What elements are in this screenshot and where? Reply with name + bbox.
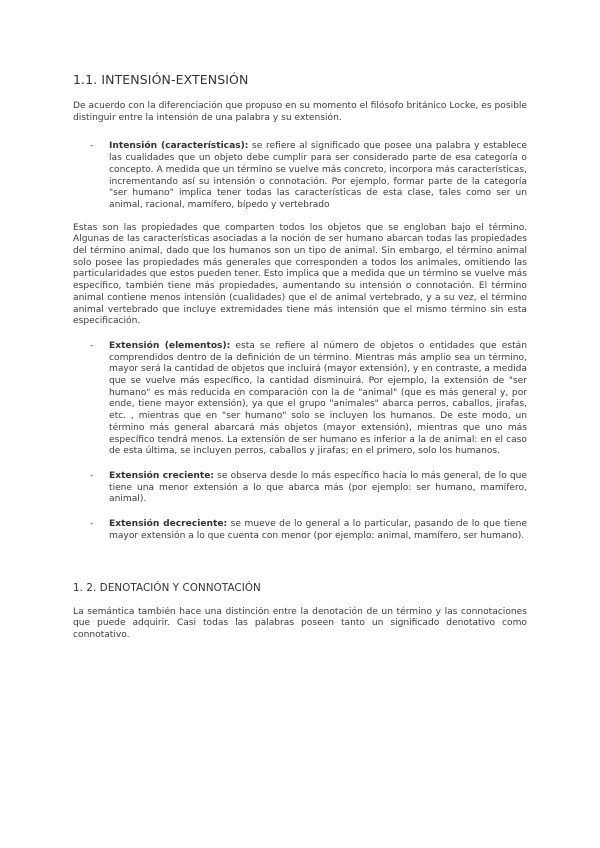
section-title: 1.1. INTENSIÓN-EXTENSIÓN — [73, 72, 249, 87]
section-title-denotacion: 1. 2. DENOTACIÓN Y CONNOTACIÓN — [73, 581, 261, 594]
list-item-extension — [73, 341, 527, 458]
creciente-text — [109, 471, 527, 506]
extension-text — [109, 341, 527, 458]
intension-list — [73, 141, 527, 211]
intension-definition: se refiere al significado que posee una palabra y establece las cualidades que un objeto debe cumplir para ser considerado parte de esa categoría o concepto. A medida que un término se vuelve más concreto, incorpora más características, incrementando así su intensión o connotación. Por ejemplo, formar parte de la categoría "ser humano" implica tener todas las características de esta clase, tales como ser un animal, racional, mamífero, bípedo y vertebrado — [109, 141, 527, 210]
bullet-dash: - — [90, 340, 94, 351]
decreciente-text — [109, 519, 527, 542]
extension-list — [73, 341, 527, 543]
extension-definition: esta se refiere al número de objetos o entidades que están comprendidos dentro de la definición de un término. Mientras más amplio sea un término, mayor será la cantidad de objetos que incluirá (mayor extensión), y en contraste, a medida que se vuelve más específico, la cantidad disminuirá. Por ejemplo, la extensión de "ser humano" es más reducida en comparación con la de "animal" (que es más general y, por ende, tiene mayor extensión), ya que el grupo "animales" abarca perros, caballos, jirafas, etc. , mientras que en "ser humano" solo se incluyen los humanos. De este modo, un término más general abarcará más objetos (mayor extensión), mientras que uno más específico tendrá menos. La extensión de ser humano es inferior a la de animal: en el caso de esta última, se incluyen perros, caballos y jirafas; en el primero, solo los humanos. — [109, 340, 527, 457]
creciente-term: Extensión creciente: — [109, 470, 215, 481]
extension-term: Extensión (elementos): — [109, 340, 231, 351]
list-item-creciente — [73, 471, 527, 506]
bullet-dash: - — [90, 470, 94, 481]
bullet-dash: - — [90, 141, 94, 152]
intension-text — [109, 141, 527, 211]
decreciente-term: Extensión decreciente: — [109, 519, 228, 530]
page-content — [73, 72, 527, 642]
middle-paragraph: Estas son las propiedades que comparten todos los objetos que se engloban bajo el término. Algunas de las características asociadas a la noción de ser humano abarcan todas las propiedades del término animal, dado que los humanos son un tipo de animal. Sin embargo, el término animal solo posee las propiedades más generales que corresponden a todos los animales, omitiendo las particularidades que estos pueden tener. Esto implica que a medida que un término se vuelve más específico, también tiene más propiedades, aumentando su intensión o connotación. El término animal contiene menos intensión (cualidades) que el de animal vertebrado, y a su vez, el término animal vertebrado que incluye extremidades tiene más intensión que el mismo término sin esta especificación. — [73, 222, 527, 327]
denotacion-paragraph: La semántica también hace una distinción entre la denotación de un término y las connotaciones que puede adquirir. Casi todas las palabras poseen tanto un significado denotativo como connotativo. — [73, 606, 527, 640]
bullet-dash: - — [90, 519, 94, 530]
decreciente-definition: se mueve de lo general a lo particular, pasando de lo que tiene mayor extensión a lo que cuenta con menor (por ejemplo: animal, mamífero, ser humano). — [109, 519, 527, 541]
intro-paragraph: De acuerdo con la diferenciación que propuso en su momento el filósofo británico Locke, es posible distinguir entre la intensión de una palabra y su extensión. — [73, 101, 527, 123]
list-item-decreciente — [73, 519, 527, 542]
intension-term: Intensión (características): — [109, 141, 249, 152]
list-item-intension — [73, 141, 527, 211]
creciente-definition: se observa desde lo más específico hacia lo más general, de lo que tiene una menor extensión a lo que abarca más (por ejemplo: ser humano, mamífero, animal). — [109, 470, 528, 505]
